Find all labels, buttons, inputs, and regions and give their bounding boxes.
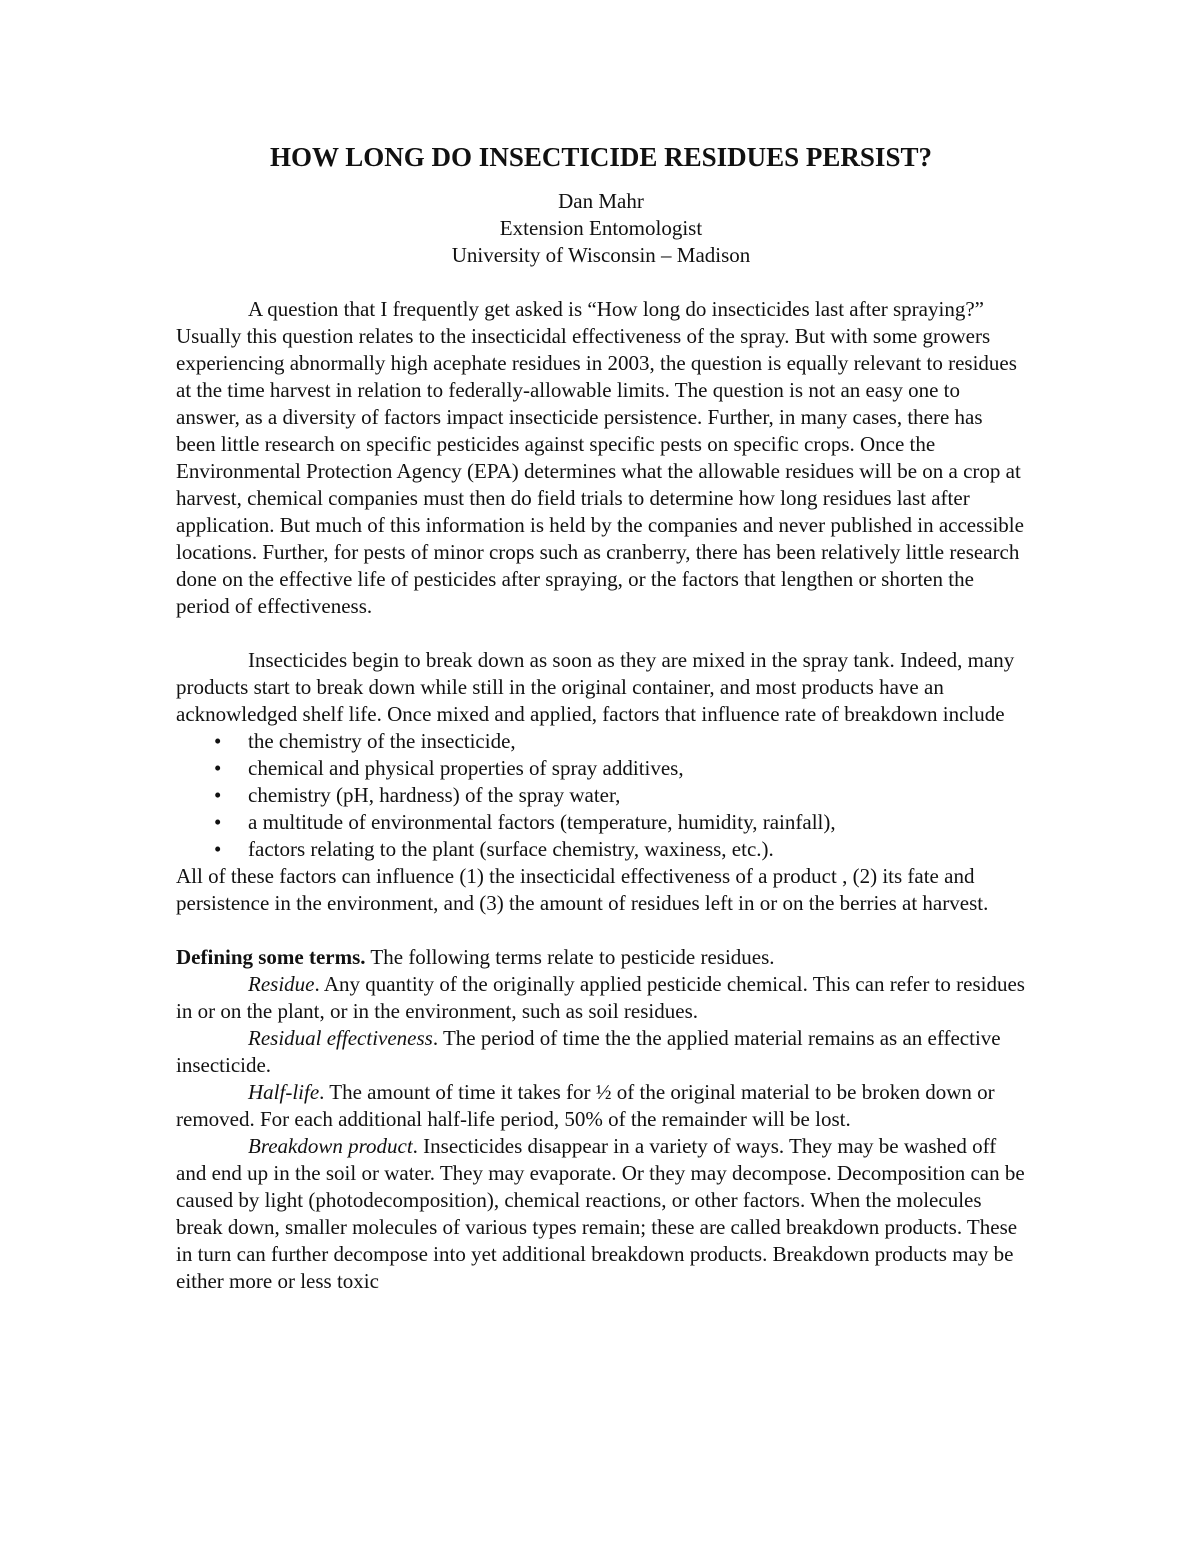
list-item-text: chemistry (pH, hardness) of the spray water, (248, 783, 621, 807)
factors-summary-paragraph: All of these factors can influence (1) the insecticidal effectiveness of a product , (2) its fate and persistence in the environment, and (3) the amount of residues left in or on the berries at harvest. (176, 864, 989, 915)
bullet-icon: • (214, 729, 222, 753)
definition-text: . Any quantity of the originally applied pesticide chemical. This can refer to residues in or on the plant, or in the environment, such as soil residues. (176, 972, 1025, 1023)
definition-term: Half-life (248, 1080, 320, 1104)
list-item (176, 782, 1026, 809)
bullet-icon: • (214, 837, 222, 861)
breakdown-intro-paragraph: Insecticides begin to break down as soon as they are mixed in the spray tank. Indeed, many products start to break down while still in the original container, and most products have an acknowledged shelf life. Once mixed and applied, factors that influence rate of breakdown include (176, 648, 1015, 726)
definition-text: . Insecticides disappear in a variety of ways. They may be washed off and end up in the soil or water. They may evaporate. Or they may decompose. Decomposition can be caused by light (photodecomposition), chemical reactions, or other factors. When the molecules break down, smaller molecules of various types remain; these are called breakdown products. These in turn can further decompose into yet additional breakdown products. Breakdown products may be either more or less toxic (176, 1134, 1025, 1293)
definition-item (176, 1133, 1026, 1295)
author-block (176, 188, 1026, 269)
definition-item (176, 1079, 1026, 1133)
list-item-text: the chemistry of the insecticide, (248, 729, 516, 753)
list-item (176, 809, 1026, 836)
list-item (176, 755, 1026, 782)
list-item-text: chemical and physical properties of spray additives, (248, 756, 684, 780)
definition-term: Breakdown product (248, 1134, 413, 1158)
definitions-intro (176, 944, 1026, 971)
intro-paragraph: A question that I frequently get asked is “How long do insecticides last after spraying?” Usually this question relates to the insecticidal effectiveness of the spray. But with some growers experiencing abnormally high acephate residues in 2003, the question is equally relevant to residues at the time harvest in relation to federally-allowable limits. The question is not an easy one to answer, as a diversity of factors impact insecticide persistence. Further, in many cases, there has been little research on specific pesticides against specific pests on specific crops. Once the Environmental Protection Agency (EPA) determines what the allowable residues will be on a crop at harvest, chemical companies must then do field trials to determine how long residues last after application. But much of this information is held by the companies and never published in accessible locations. Further, for pests of minor crops such as cranberry, there has been relatively little research done on the effective life of pesticides after spraying, or the factors that lengthen or shorten the period of effectiveness. (176, 297, 1024, 618)
definition-text: . The amount of time it takes for ½ of the original material to be broken down or removed. For each additional half-life period, 50% of the remainder will be lost. (176, 1080, 995, 1131)
definition-item (176, 1025, 1026, 1079)
definitions-heading-text: The following terms relate to pesticide residues. (365, 945, 775, 969)
author-name: Dan Mahr (558, 189, 644, 213)
list-item-text: factors relating to the plant (surface chemistry, waxiness, etc.). (248, 837, 774, 861)
list-item-text: a multitude of environmental factors (temperature, humidity, rainfall), (248, 810, 836, 834)
list-item (176, 836, 1026, 863)
definition-text: . The period of time the the applied material remains as an effective insecticide. (176, 1026, 1001, 1077)
bullet-icon: • (214, 756, 222, 780)
author-role: Extension Entomologist (499, 216, 703, 240)
document-title: HOW LONG DO INSECTICIDE RESIDUES PERSIST? (270, 142, 932, 172)
definition-term: Residual effectiveness (248, 1026, 433, 1050)
factors-list (176, 728, 1026, 863)
bullet-icon: • (214, 810, 222, 834)
document-page (176, 140, 1026, 1295)
definition-term: Residue (248, 972, 315, 996)
list-item (176, 728, 1026, 755)
author-affiliation: University of Wisconsin – Madison (451, 243, 751, 267)
definition-item (176, 971, 1026, 1025)
bullet-icon: • (214, 783, 222, 807)
definitions-heading: Defining some terms. (176, 945, 366, 969)
